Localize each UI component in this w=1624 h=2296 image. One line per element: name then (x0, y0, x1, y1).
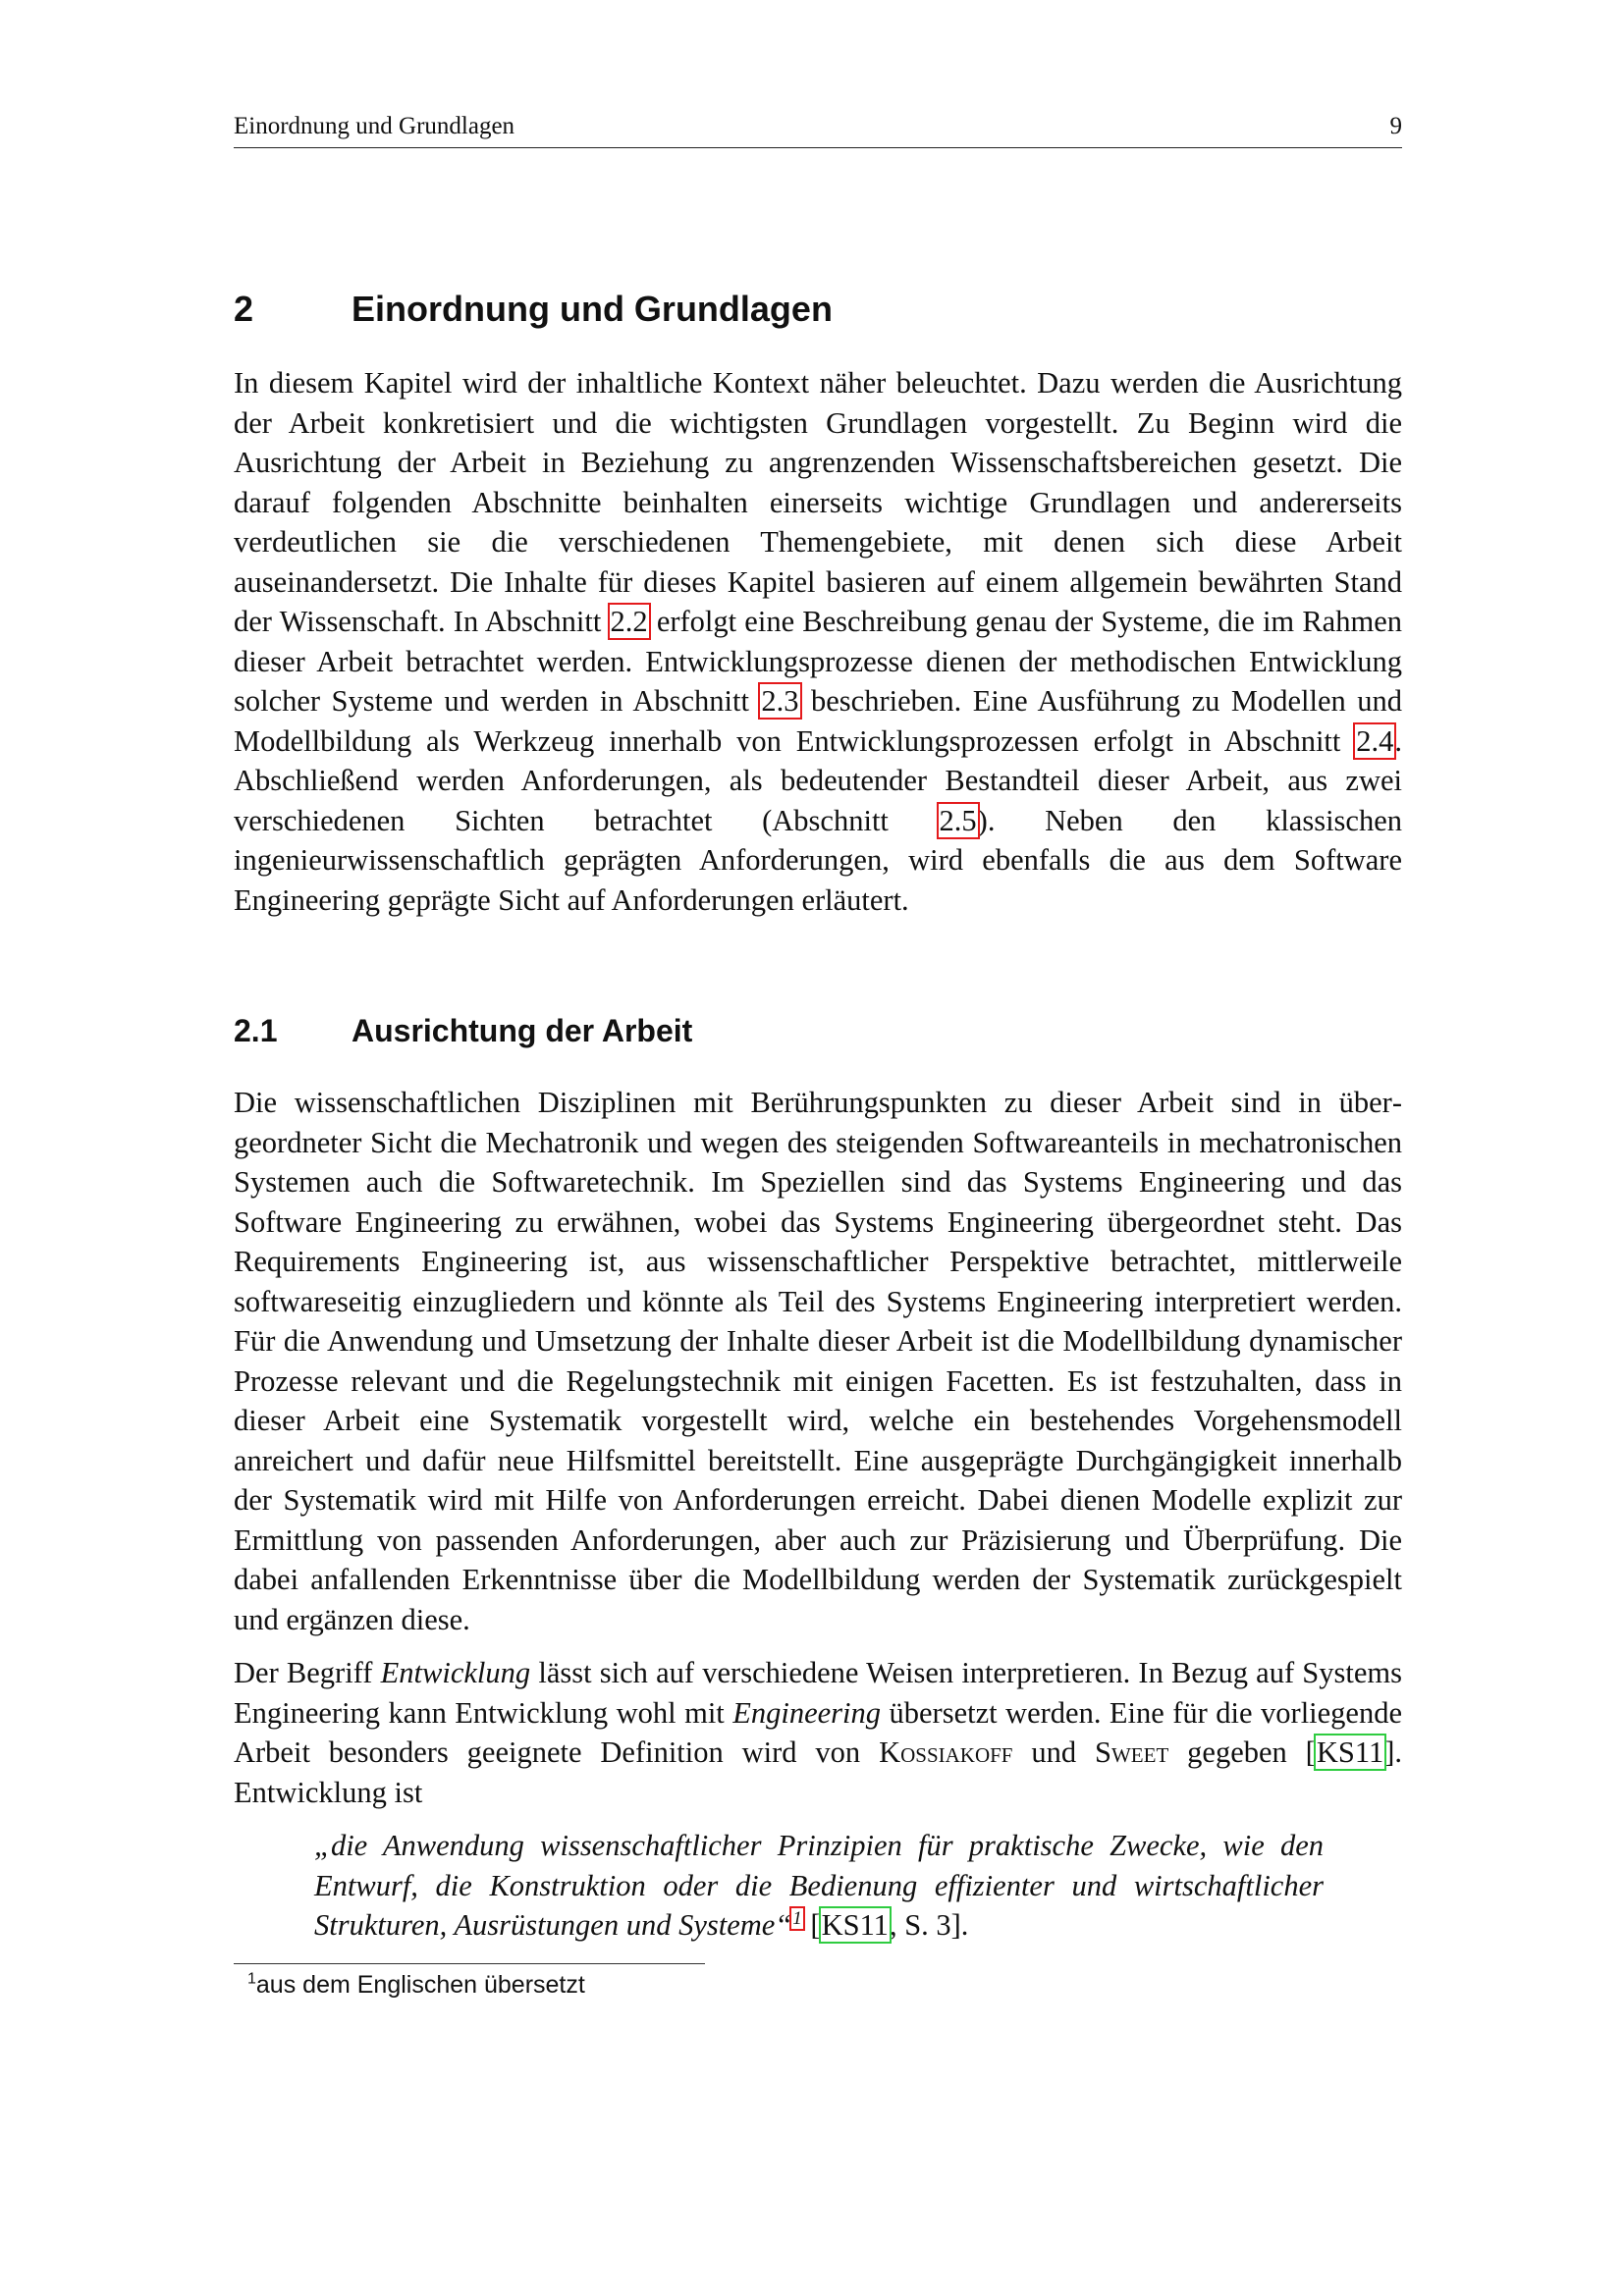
chapter-block (234, 287, 1402, 920)
text-run: lässt sich auf verschiedene Weisen interpretieren. In Bezug auf Systems Engineering kann Entwicklung wohl mit (234, 1656, 1402, 1730)
author-name: Sweet (1095, 1735, 1169, 1769)
text-run: ). Neben den klassischen ingenieurwissenschaftlich geprägten Anforderungen, wird ebenfalls die aus dem Software Engineering geprägte Sicht auf Anforderungen erläutert. (234, 803, 1402, 917)
text-run: , S. 3]. (889, 1908, 969, 1942)
footnote-text: aus dem Englischen übersetzt (255, 1970, 585, 1999)
chapter-number: 2 (234, 289, 254, 329)
chapter-heading (234, 287, 1402, 332)
text-run: In diesem Kapitel wird der inhaltliche Kontext näher beleuchtet. Dazu werden die Ausrichtung der Arbeit konkretisiert und die wichtigsten Grundlagen vorgestellt. Zu Beginn wird die Ausrichtung der Arbeit in Beziehung zu angrenzenden Wissenschaftsbereichen gesetzt. Die darauf folgenden Abschnitte beinhalten einerseits wichtige Grundlagen und andererseits verdeutlichen sie die verschiedenen Themengebiete, mit denen sich diese Arbeit auseinandersetzt. Die Inhalte für dieses Kapitel basieren auf einem allgemein bewährten Stand der Wissenschaft. In Abschnitt (234, 366, 1402, 638)
text-run: [ (802, 1908, 821, 1942)
page-content (234, 287, 1402, 2002)
emphasis: Engineering (732, 1695, 882, 1730)
section-link-2-5[interactable]: 2.5 (939, 803, 977, 837)
citation-link[interactable]: KS11 (821, 1908, 889, 1942)
section-number: 2.1 (234, 1013, 278, 1048)
footnote-link[interactable]: 1 (792, 1907, 802, 1929)
section-link-2-4[interactable]: 2.4 (1356, 723, 1394, 758)
intro-paragraph (234, 363, 1402, 920)
running-header-title: Einordnung und Grundlagen (234, 113, 515, 139)
section-title: Ausrichtung der Arbeit (352, 1013, 693, 1048)
text-run: und (1012, 1735, 1096, 1769)
text-run: . Abschließend werden Anforderungen, als bedeutender Bestandteil dieser Arbeit, aus zwei verschiedenen Sichten betrachtet (Abschnitt (234, 723, 1402, 837)
text-run: beschrieben. Eine Ausführung zu Modellen und Modellbildung als Werkzeug innerhalb von Entwicklungsprozessen erfolgt in Abschnitt (234, 684, 1402, 758)
body-paragraph-1: Die wissenschaftlichen Disziplinen mit Berührungspunkten zu dieser Arbeit sind in übergeordneter Sicht die Mechatronik und wegen des steigenden Softwareanteils in mechatronischen Systemen auch die Softwaretechnik. Im Speziellen sind das Systems Engineering und das Software Engineering zu erwähnen, wobei das Systems Engineering übergeordnet steht. Das Requirements Engineering ist, aus wissenschaftlicher Perspektive betrachtet, mittlerweile softwareseitig einzugliedern und könnte als Teil des Systems Engineering interpretiert werden. Für die Anwendung und Umsetzung der Inhalte dieser Arbeit ist die Modellbildung dynamischer Prozesse relevant und die Regelungstechnik mit einigen Facetten. Es ist festzuhalten, dass in dieser Arbeit eine Systematik vorgestellt wird, welche ein bestehendes Vorgehensmodell anreichert und dafür neue Hilfsmittel bereitstellt. Eine ausgeprägte Durchgängigkeit innerhalb der Systematik wird mit Hilfe von Anforderungen erreicht. Dabei dienen Modelle explizit zur Ermittlung von passenden Anforderungen, aber auch zur Präzisierung und Überprüfung. Die dabei anfallenden Erkenntnisse über die Modellbildung werden der Systematik zurückgespielt und ergänzen diese. (234, 1086, 1402, 1636)
footnote (247, 1968, 1402, 2002)
section-link-2-2[interactable]: 2.2 (610, 605, 648, 638)
text-run: ]. Entwicklung ist (234, 1735, 1402, 1809)
text-run: erfolgt eine Beschreibung genau der Systeme, die im Rahmen dieser Arbeit betrachtet werden. Entwicklungsprozesse dienen der methodischen Entwicklung solcher Systeme und werden in Abschnitt (234, 605, 1402, 718)
text-run: übersetzt werden. Eine für die vorliegende Arbeit besonders geeignete Definition wird von (234, 1695, 1403, 1769)
section-heading (234, 1010, 1402, 1051)
running-header (234, 110, 1402, 148)
citation-link[interactable]: KS11 (1316, 1735, 1384, 1769)
footnote-marker: 1 (247, 1970, 256, 1988)
quote-text: „die Anwendung wissenschaftlicher Prinzipien für praktische Zwecke, wie den Entwurf, die Konstruktion oder die Bedienung effizienter und wirtschaftlicher Strukturen, Ausrüstungen und Systeme“ (314, 1829, 1324, 1942)
author-name: Kossiakoff (879, 1735, 1013, 1769)
definition-quote (314, 1826, 1324, 1946)
text-run: gegeben [ (1168, 1735, 1316, 1769)
text-run: Der Begriff (234, 1656, 381, 1689)
section-link-2-3[interactable]: 2.3 (761, 684, 799, 718)
footnote-divider (234, 1963, 705, 1964)
emphasis: Entwicklung (380, 1656, 531, 1689)
page-number: 9 (1389, 113, 1402, 139)
body-paragraph-2 (234, 1653, 1402, 1812)
chapter-title: Einordnung und Grundlagen (352, 289, 833, 329)
